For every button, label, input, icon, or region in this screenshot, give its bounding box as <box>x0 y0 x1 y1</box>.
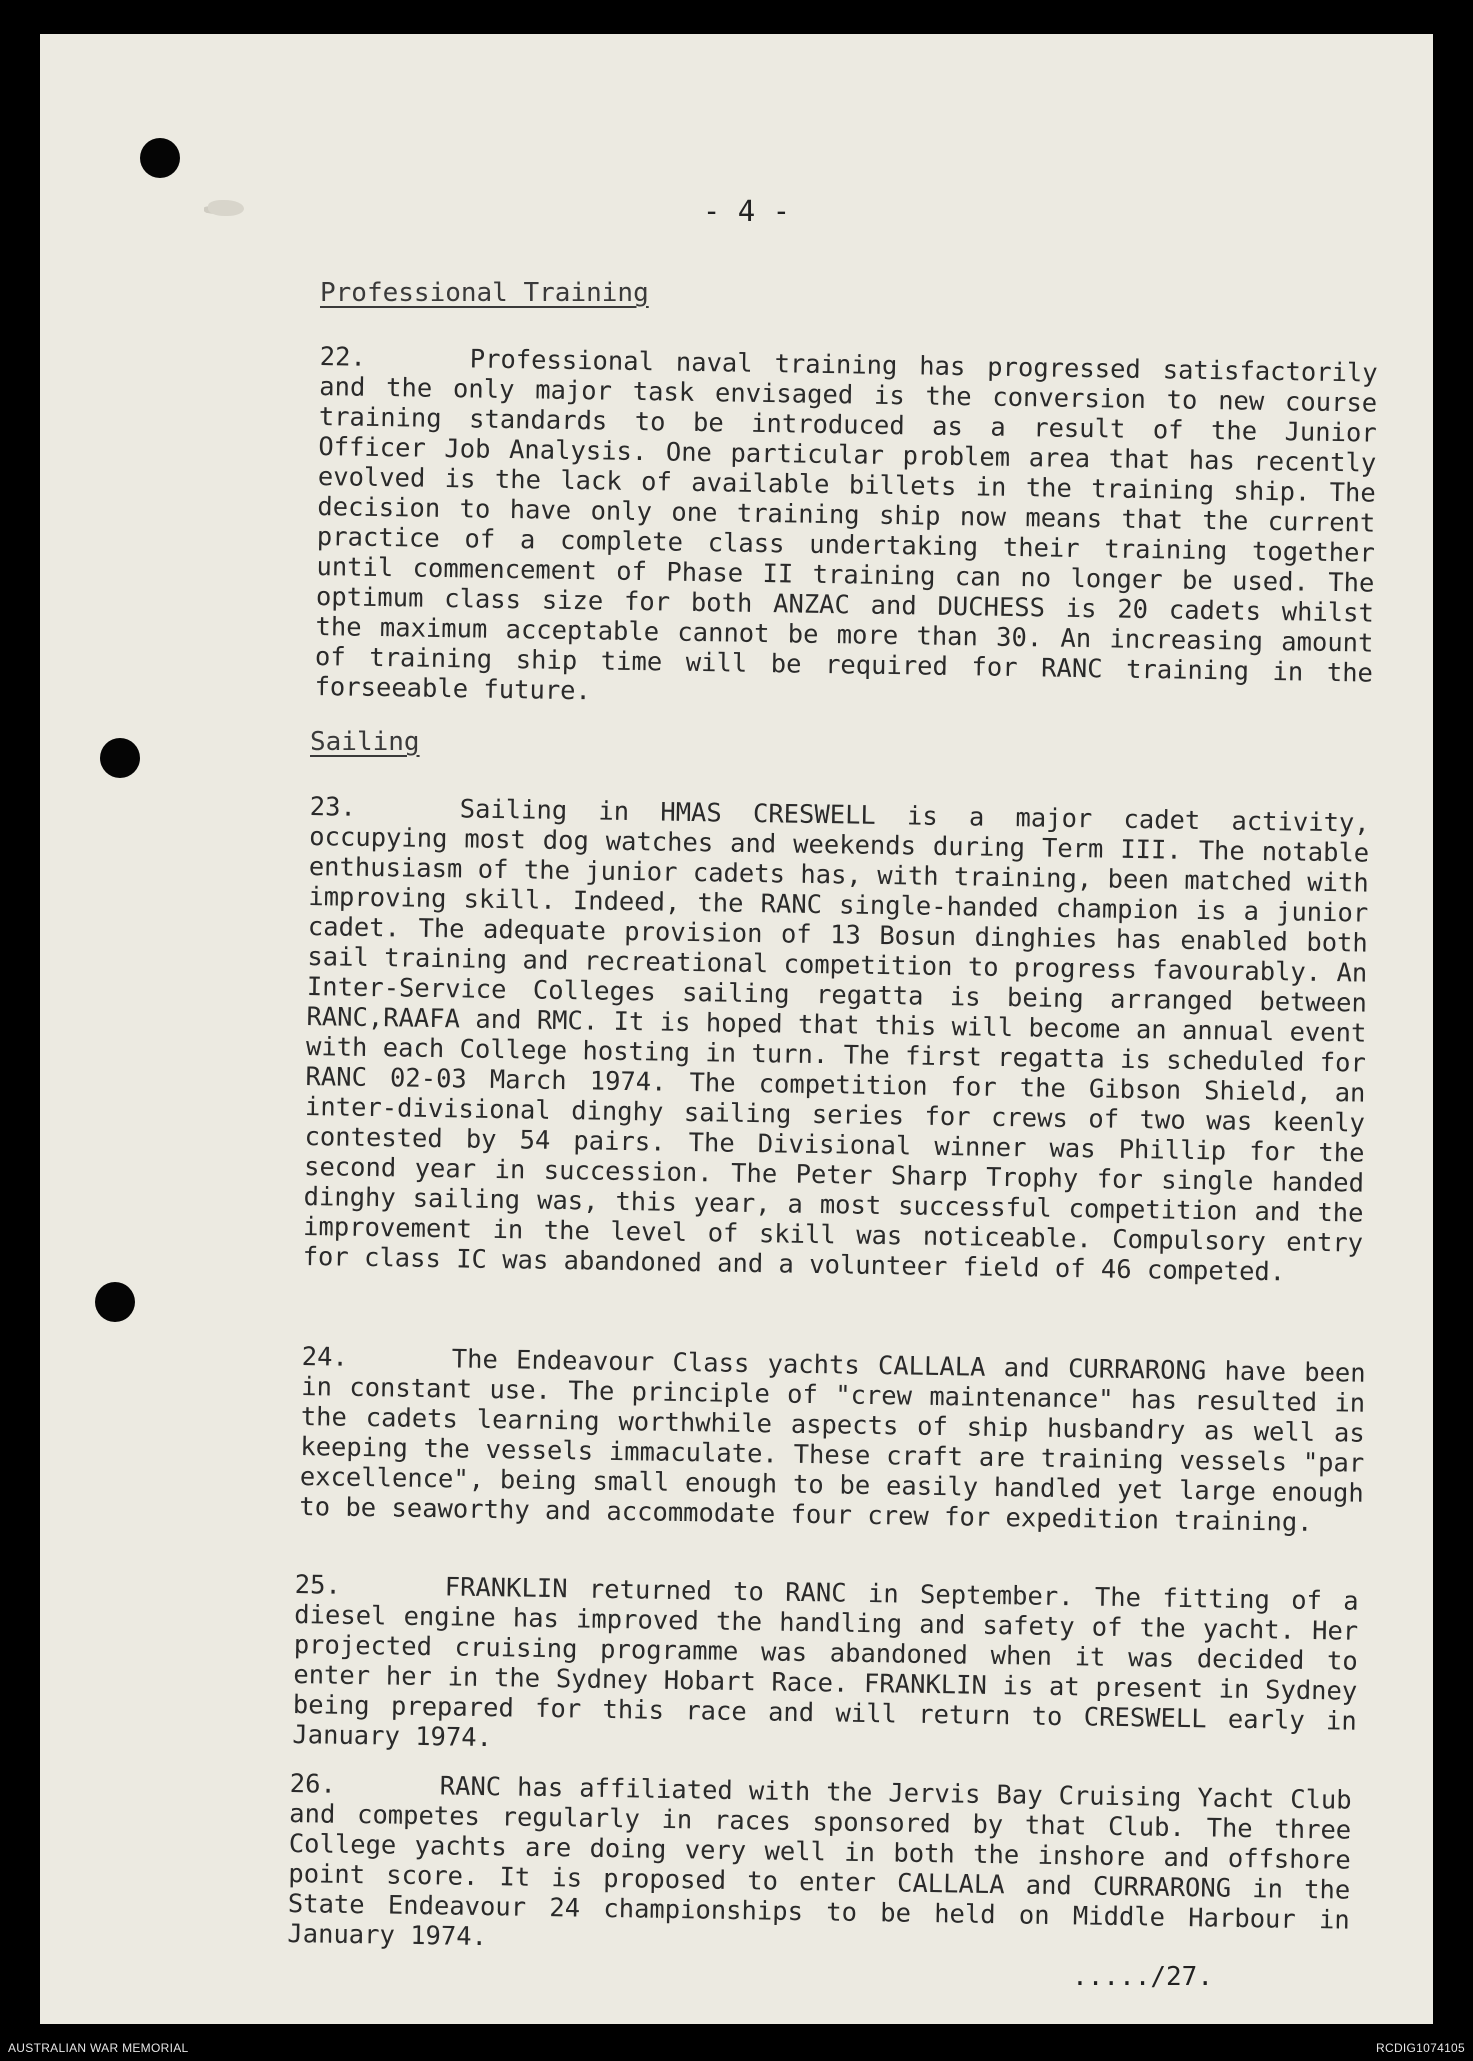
paragraph-26 <box>287 1769 1352 1966</box>
paragraph-text: Sailing in HMAS CRESWELL is a major cadet activity, occupying most dog watches and weekends during Term III. The notable enthusiasm of the junior cadets has, with training, been matched with improving skill. Indeed, the RANC single-handed champion is a junior cadet. The adequate provision of 13 Bosun dinghies has enabled both sail training and recreational competition to progress favourably. An Inter-Service Colleges sailing regatta is being arranged between RANC,RAAFA and RMC. It is hoped that this will become an annual event with each College hosting in turn. The first regatta is scheduled for RANC 02-03 March 1974. The competition for the Gibson Shield, an inter-divisional dinghy sailing series for crews of two was keenly contested by 54 pairs. The Divisional winner was Phillip for the second year in succession. The Peter Sharp Trophy for single handed dinghy sailing was, this year, a most successful competition and the improvement in the level of skill was noticeable. Compulsory entry for class IC was abandoned and a volunteer field of 46 competed. <box>302 794 1370 1288</box>
paragraph-number: 26. <box>289 1769 337 1800</box>
document-page <box>40 34 1433 2024</box>
continuation-marker: ...../27. <box>1072 1962 1213 1992</box>
paragraph-number: 25. <box>294 1570 342 1601</box>
punch-hole <box>140 138 180 178</box>
paragraph-text: FRANKLIN returned to RANC in September. The fitting of a diesel engine has improved the handling and safety of the yacht. Her projected cruising programme was abandoned when it was decided to enter her in the Sydney Hobart Race. FRANKLIN is at present in Sydney being prepared for this race and will return to CRESWELL early in January 1974. <box>292 1572 1359 1754</box>
footer-institution: AUSTRALIAN WAR MEMORIAL <box>8 2041 189 2055</box>
page-number: - 4 - <box>702 194 791 228</box>
section-heading-sailing: Sailing <box>310 727 420 757</box>
paragraph-24 <box>299 1342 1366 1539</box>
paragraph-text: RANC has affiliated with the Jervis Bay Cruising Yacht Club and competes regularly in races sponsored by that Club. The three College yachts are doing very well in both the inshore and offshore point score. It is proposed to enter CALLALA and CURRARONG in the State Endeavour 24 championships to be held on Middle Harbour in January 1974. <box>287 1771 1352 1953</box>
paragraph-text: Professional naval training has progressed satisfactorily and the only major task envisaged is the conversion to new course training standards to be introduced as a result of the Junior Officer Job Analysis. One particular problem area that has recently evolved is the lack of available billets in the training ship. The decision to have only one training ship now means that the current practice of a complete class undertaking their training together until commencement of Phase II training can no longer be used. The optimum class size for both ANZAC and DUCHESS is 20 cadets whilst the maximum acceptable cannot be more than 30. An increasing amount of training ship time will be required for RANC training in the forseeable future. <box>314 344 1378 707</box>
paragraph-23 <box>302 792 1369 1289</box>
punch-hole <box>100 738 140 778</box>
section-heading-professional-training: Professional Training <box>320 278 649 308</box>
paragraph-25 <box>292 1570 1359 1767</box>
punch-hole <box>95 1282 135 1322</box>
paragraph-number: 23. <box>309 792 357 823</box>
paragraph-number: 22. <box>319 342 367 373</box>
paragraph-number: 24. <box>301 1342 349 1373</box>
footer-record-id: RCDIG1074105 <box>1376 2041 1465 2055</box>
archive-footer <box>0 2025 1473 2061</box>
paragraph-22 <box>314 342 1378 719</box>
paragraph-text: The Endeavour Class yachts CALLALA and CURRARONG have been in constant use. The principle of "crew maintenance" has resulted in the cadets learning worthwhile aspects of ship husbandry as well as keeping the vessels immaculate. These craft are training vessels "par excellence", being small enough to be easily handled yet large enough to be seaworthy and accommodate four crew for expedition training. <box>299 1344 1366 1538</box>
